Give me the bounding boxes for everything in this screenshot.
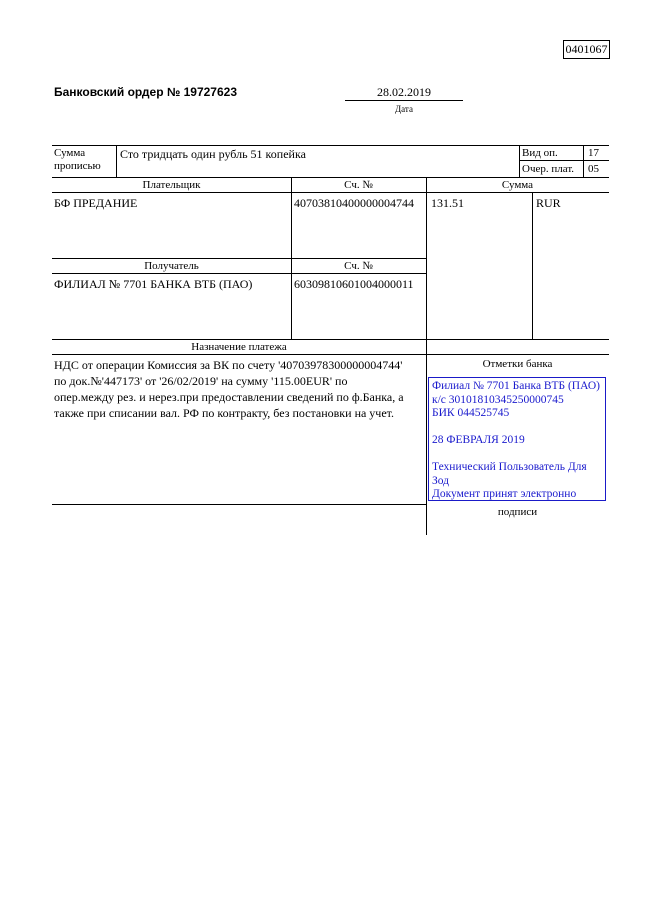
- pay-order-value: 05: [588, 163, 599, 175]
- bank-stamp: [428, 377, 606, 501]
- payer-account: 40703810400000004744: [294, 196, 414, 210]
- purpose-line: по док.№'447173' от '26/02/2019' на сумму '115.00EUR' по: [54, 374, 348, 388]
- purpose-header: Назначение платежа: [191, 341, 287, 353]
- date-underline: [345, 100, 463, 101]
- stamp-line: к/с 30101810345250000745: [432, 393, 564, 406]
- account-header: Сч. №: [344, 179, 373, 191]
- stamp-line: Технический Пользователь Для: [432, 461, 587, 473]
- op-type-label: Вид оп.: [522, 147, 558, 159]
- grid-line: [52, 192, 609, 193]
- form-code: 0401067: [563, 40, 610, 59]
- stamp-line: 28 ФЕВРАЛЯ 2019: [432, 434, 525, 446]
- document-title: Банковский ордер № 19727623: [54, 85, 237, 99]
- purpose-line: НДС от операции Комиссия за ВК по счету '40703978300000004744': [54, 358, 403, 372]
- grid-line: [52, 354, 609, 355]
- grid-line: [519, 145, 520, 177]
- stamp-line: [432, 448, 602, 462]
- grid-line: [52, 339, 609, 340]
- grid-line: [116, 145, 117, 177]
- stamp-line: Зод: [432, 474, 450, 487]
- purpose-line: опер.между рез. и нерез.при предоставлении сведений по ф.Банка, а: [54, 390, 404, 404]
- purpose-text: [54, 357, 404, 421]
- grid-line: [52, 177, 609, 178]
- grid-line: [52, 258, 426, 259]
- currency: RUR: [536, 196, 561, 210]
- grid-line: [52, 145, 609, 146]
- amount-value: 131.51: [431, 196, 464, 210]
- recipient-name: ФИЛИАЛ № 7701 БАНКА ВТБ (ПАО): [54, 277, 253, 291]
- grid-line: [52, 504, 426, 505]
- grid-line: [583, 145, 584, 177]
- sum-header: Сумма: [501, 179, 534, 191]
- stamp-line: Документ принят электронно: [432, 488, 577, 500]
- date-label: Дата: [395, 104, 413, 114]
- op-type-value: 17: [588, 147, 599, 159]
- pay-order-label: Очер. плат.: [522, 163, 575, 175]
- grid-line: [426, 177, 427, 535]
- recipient-header: Получатель: [144, 260, 199, 272]
- grid-line: [519, 160, 609, 161]
- stamp-line: Филиал № 7701 Банка ВТБ (ПАО): [432, 380, 600, 392]
- grid-line: [532, 192, 533, 339]
- stamp-line: БИК 044525745: [432, 407, 510, 419]
- amount-words-value: Сто тридцать один рубль 51 копейка: [120, 147, 306, 161]
- grid-line: [291, 177, 292, 339]
- document-date: 28.02.2019: [377, 85, 431, 99]
- recipient-account: 60309810601004000011: [294, 277, 414, 291]
- signatures-label: подписи: [497, 506, 538, 518]
- purpose-line: также при списании вал. РФ по контракту, без постановки на учет.: [54, 406, 395, 420]
- bank-marks-label: Отметки банка: [482, 358, 553, 370]
- recipient-account-header: Сч. №: [344, 260, 373, 272]
- stamp-line: [432, 421, 602, 435]
- grid-line: [52, 273, 426, 274]
- payer-name: БФ ПРЕДАНИЕ: [54, 196, 138, 210]
- payer-header: Плательщик: [142, 179, 201, 191]
- amount-words-label: Сумма прописью: [54, 147, 101, 172]
